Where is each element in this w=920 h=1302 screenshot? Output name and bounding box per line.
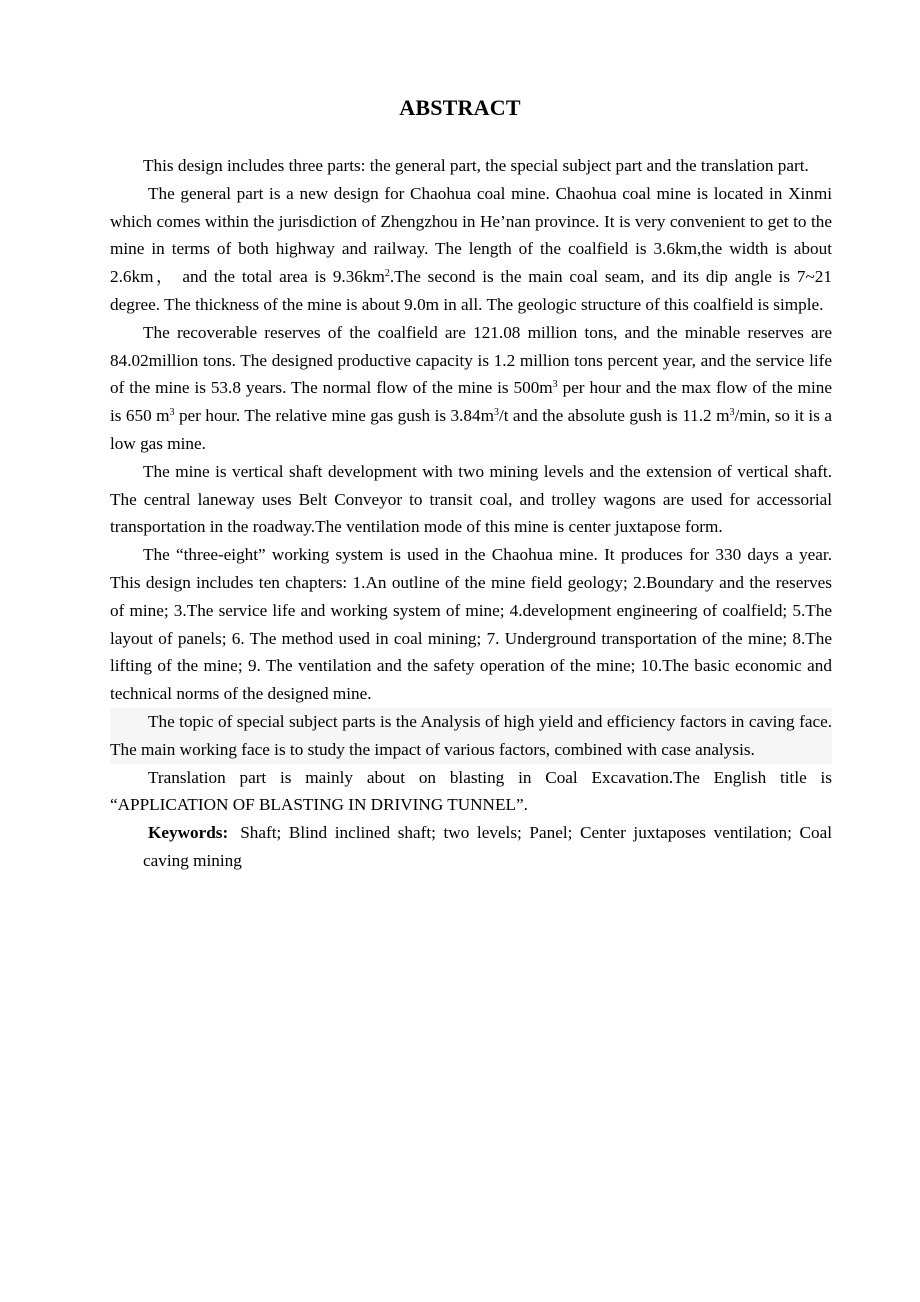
normal-flow-exponent: 3 [552, 379, 558, 391]
abstract-title: ABSTRACT [399, 95, 521, 120]
keywords-label: Keywords: [148, 823, 229, 843]
absolute-gas-exponent: 3 [729, 407, 735, 419]
reserves-text-b: per hour and the max flow of the mine is 650 m [110, 378, 832, 426]
reserves-text-a: The recoverable reserves of the coalfield are 121.08 million tons, and the minable reserves are 84.02million tons. The designed productive capacity is 1.2 million tons percent year, and the service life of the mine is 53.8 years. The normal flow of the mine is 500m [110, 322, 832, 398]
reserves-text-e: /min, so it is a low gas mine. [110, 406, 832, 453]
paragraph-reserves [110, 319, 832, 458]
reserves-text-c: per hour. The relative mine gas gush is 3.84m [174, 406, 494, 426]
relative-gas-exponent: 3 [493, 407, 499, 419]
abstract-body [110, 152, 832, 875]
paragraph-translation-part: Translation part is mainly about on blasting in Coal Excavation.The English title is “APPLICATION OF BLASTING IN DRIVING TUNNEL”. [110, 767, 832, 815]
paragraph-general-part [110, 180, 832, 319]
general-part-text-b: .The second is the main coal seam, and its dip angle is 7~21 degree. The thickness of the mine is about 9.0m in all. The geologic structure of this coalfield is simple. [110, 267, 832, 314]
paragraph-special-subject: The topic of special subject parts is the Analysis of high yield and efficiency factors in caving face. The main working face is to study the impact of various factors, combined with case analysis. [110, 708, 832, 764]
paragraph-overview: This design includes three parts: the general part, the special subject part and the translation part. [143, 156, 809, 175]
reserves-text-d: /t and the absolute gush is 11.2 m [498, 406, 730, 426]
max-flow-exponent: 3 [169, 407, 175, 419]
area-exponent: 2 [384, 268, 390, 280]
keywords-block [110, 819, 832, 875]
paragraph-working-system: The “three-eight” working system is used in the Chaohua mine. It produces for 330 days a year. This design includes ten chapters: 1.An outline of the mine field geology; 2.Boundary and the reserves of mine; 3.The service life and working system of mine; 4.development engineering of coalfield; 5.The layout of panels; 6. The method used in coal mining; 7. Underground transportation of the mine; 8.The lifting of the mine; 9. The ventilation and the safety operation of the mine; 10.The basic economic and technical norms of the designed mine. [110, 545, 832, 704]
general-part-text-a: The general part is a new design for Chaohua coal mine. Chaohua coal mine is located in Xinmi which comes within the jurisdiction of Zhengzhou in He’nan province. It is very convenient to get to the mine in terms of both highway and railway. The length of the coalfield is 3.6km,the width is about 2.6km， and the total area is 9.36km [110, 183, 832, 287]
paragraph-development: The mine is vertical shaft development with two mining levels and the extension of vertical shaft. The central laneway uses Belt Conveyor to transit coal, and trolley wagons are used for accessorial transportation in the roadway.The ventilation mode of this mine is center juxtapose form. [110, 461, 832, 537]
keywords-text: Shaft; Blind inclined shaft; two levels; Panel; Center juxtaposes ventilation; Coal caving mining [143, 823, 832, 870]
